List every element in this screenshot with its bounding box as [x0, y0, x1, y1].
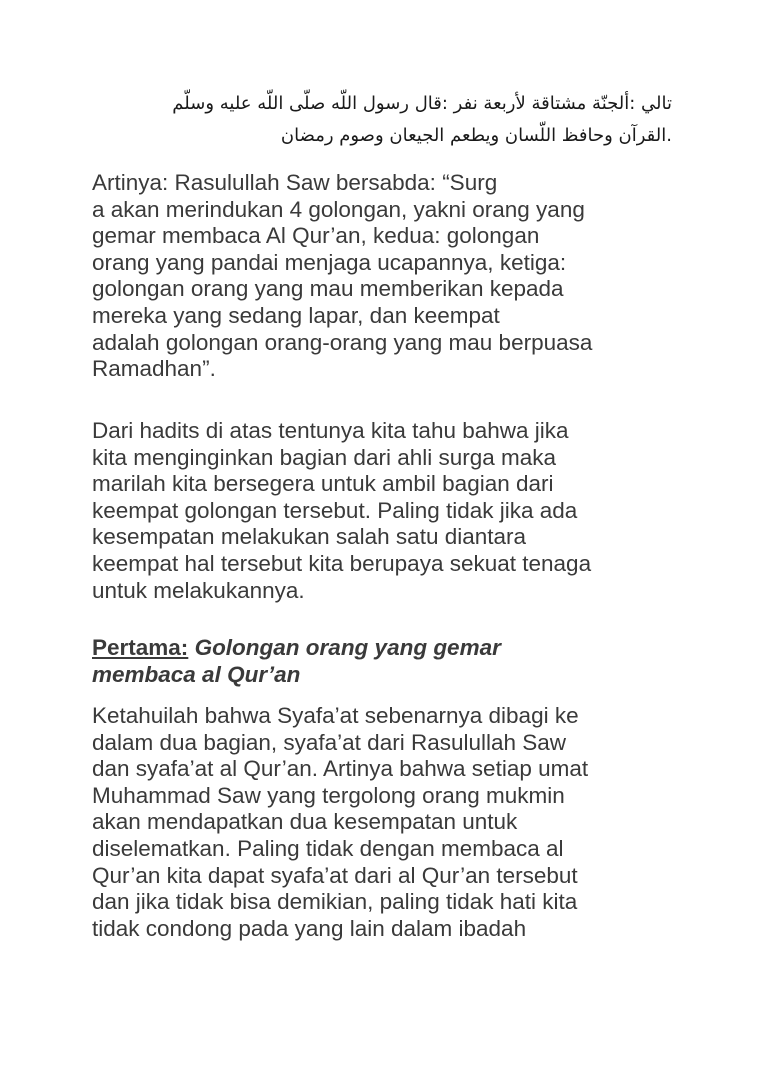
- text-line: Muhammad Saw yang tergolong orang mukmin: [92, 782, 565, 808]
- text-line: mereka yang sedang lapar, dan keempat: [92, 302, 500, 328]
- arabic-hadith: [92, 88, 672, 152]
- heading-line: membaca al Qur’an: [92, 661, 301, 687]
- text-line: adalah golongan orang-orang yang mau berpuasa: [92, 329, 593, 355]
- text-line: untuk melakukannya.: [92, 577, 305, 603]
- text-line: dan jika tidak bisa demikian, paling tidak hati kita: [92, 889, 578, 915]
- text-line: a akan merindukan 4 golongan, yakni orang yang: [92, 196, 585, 222]
- heading-title: Golongan orang yang gemar: [194, 635, 501, 660]
- text-line: Artinya: Rasulullah Saw bersabda: “Surg: [92, 170, 498, 195]
- syafaat-paragraph: [92, 703, 692, 942]
- text-line: Qur’an kita dapat syafa’at dari al Qur’an tersebut: [92, 862, 578, 888]
- text-line: Dari hadits di atas tentunya kita tahu bahwa jika: [92, 418, 569, 443]
- translation-paragraph: [92, 170, 692, 383]
- text-line: dan syafa’at al Qur’an. Artinya bahwa setiap umat: [92, 756, 589, 782]
- text-line: dalam dua bagian, syafa’at dari Rasulullah Saw: [92, 729, 567, 755]
- section-heading: [92, 635, 692, 688]
- text-line: keempat golongan tersebut. Paling tidak jika ada: [92, 497, 578, 523]
- text-line: akan mendapatkan dua kesempatan untuk: [92, 809, 518, 835]
- text-line: keempat hal tersebut kita berupaya sekuat tenaga: [92, 550, 592, 576]
- text-line: kita menginginkan bagian dari ahli surga maka: [92, 444, 557, 470]
- text-line: kesempatan melakukan salah satu diantara: [92, 524, 527, 550]
- text-line: tidak condong pada yang lain dalam ibadah: [92, 915, 527, 941]
- explanation-paragraph: [92, 418, 692, 604]
- text-line: golongan orang yang mau memberikan kepada: [92, 276, 564, 302]
- arabic-line: .القرآن وحافظ اللّسان ويطعم الجيعان وصوم رمضان: [280, 125, 672, 146]
- text-line: orang yang pandai menjaga ucapannya, ketiga:: [92, 249, 567, 275]
- text-line: Ramadhan”.: [92, 356, 216, 382]
- arabic-line: تالي :ألجنّة مشتاقة لأربعة نفر :قال رسول اللّه صلّى اللّه عليه وسلّم: [172, 93, 672, 114]
- text-line: Ketahuilah bahwa Syafa’at sebenarnya dibagi ke: [92, 703, 579, 728]
- heading-line: [92, 635, 692, 662]
- heading-lead: Pertama:: [92, 635, 189, 660]
- text-line: gemar membaca Al Qur’an, kedua: golongan: [92, 223, 540, 249]
- text-line: marilah kita bersegera untuk ambil bagian dari: [92, 471, 554, 497]
- text-line: diselematkan. Paling tidak dengan membaca al: [92, 835, 564, 861]
